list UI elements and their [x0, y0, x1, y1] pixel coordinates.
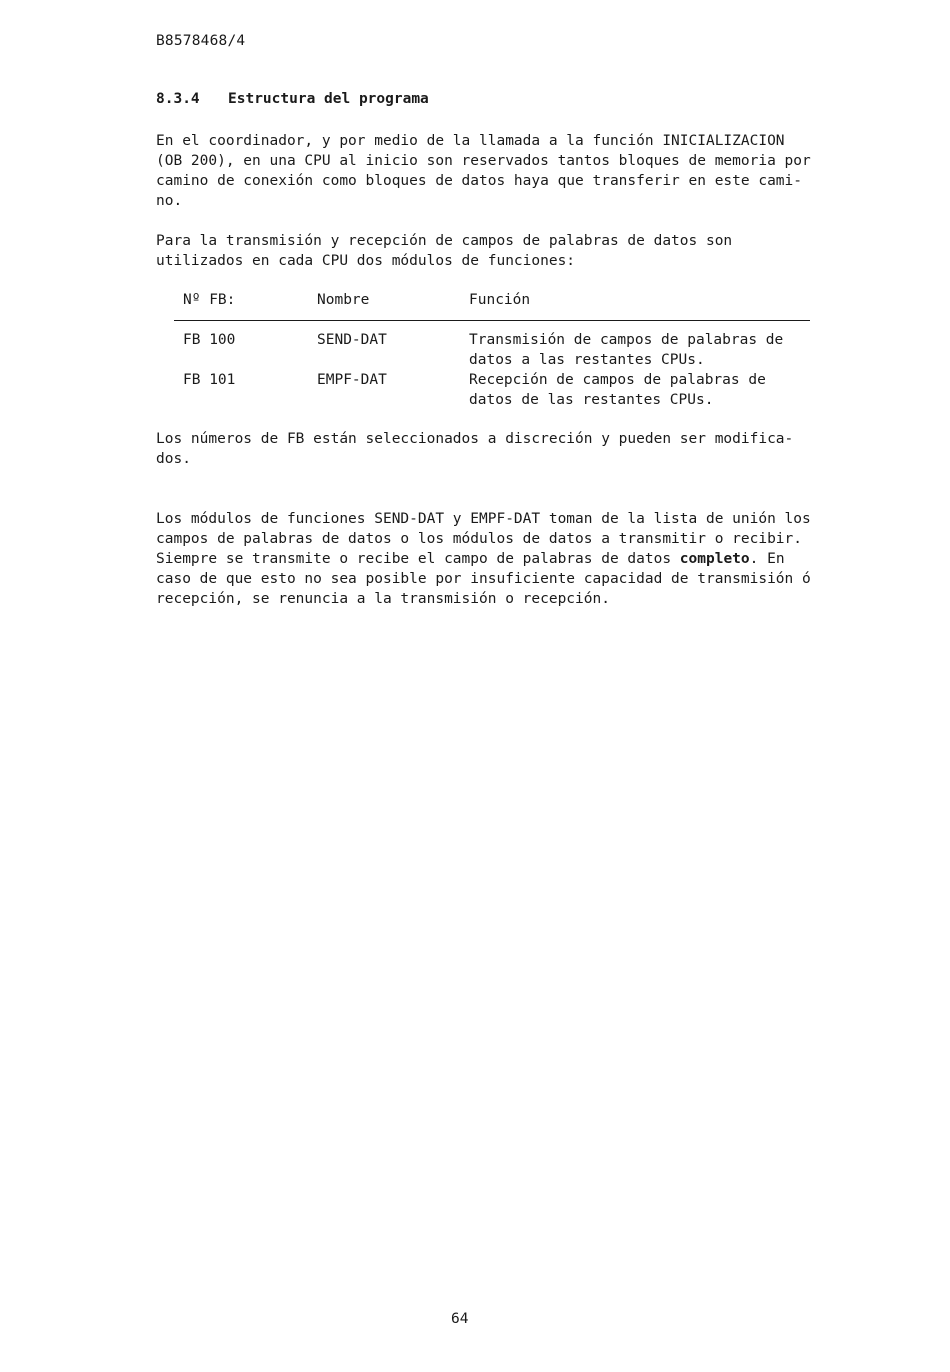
- header-name: Nombre: [317, 292, 370, 308]
- paragraph-initialization: En el coordinador, y por medio de la llamada a la función INICIALIZACION (OB 200), en una CPU al inicio son reservados tantos bloques de memoria por camino de conexión como bloques de datos haya que transferir en este cami- no.: [156, 133, 811, 209]
- header-function: Función: [469, 292, 531, 308]
- page-number: 64: [451, 1311, 469, 1327]
- row-name: EMPF-DAT: [317, 372, 387, 388]
- row-name: SEND-DAT: [317, 332, 387, 348]
- function-block-table: [174, 290, 810, 408]
- paragraph-function-modules-intro: Para la transmisión y recepción de campos de palabras de datos son utilizados en cada CPU dos módulos de funciones:: [156, 233, 733, 269]
- emphasized-word: completo: [679, 551, 750, 567]
- row-fb-number: FB 100: [183, 332, 236, 348]
- section-title: Estructura del programa: [228, 91, 429, 107]
- row-fb-number: FB 101: [183, 372, 236, 388]
- section-heading: [156, 91, 429, 107]
- row-function: Recepción de campos de palabras de datos de las restantes CPUs.: [469, 372, 766, 408]
- paragraph-text-part: . En caso de que esto no sea posible por insuficiente capacidad de transmisión ó recepción, se renuncia a la transmisión o recepción.: [156, 551, 811, 607]
- table-header-divider: [174, 320, 810, 321]
- table-header-row: [174, 290, 810, 320]
- section-number: 8.3.4: [156, 91, 200, 107]
- header-fb-number: Nº FB:: [183, 292, 236, 308]
- paragraph-transfer-description: [156, 509, 846, 609]
- row-function: Transmisión de campos de palabras de datos a las restantes CPUs.: [469, 332, 784, 368]
- document-id: B8578468/4: [156, 33, 246, 49]
- paragraph-text-part: Los módulos de funciones SEND-DAT y EMPF-DAT toman de la lista de unión los campos de palabras de datos o los módulos de datos a transmitir o recibir. Siempre se transmite o recibe el campo de palabras de datos: [156, 511, 811, 567]
- paragraph-fb-numbers-note: Los números de FB están seleccionados a discreción y pueden ser modifica- dos.: [156, 431, 794, 467]
